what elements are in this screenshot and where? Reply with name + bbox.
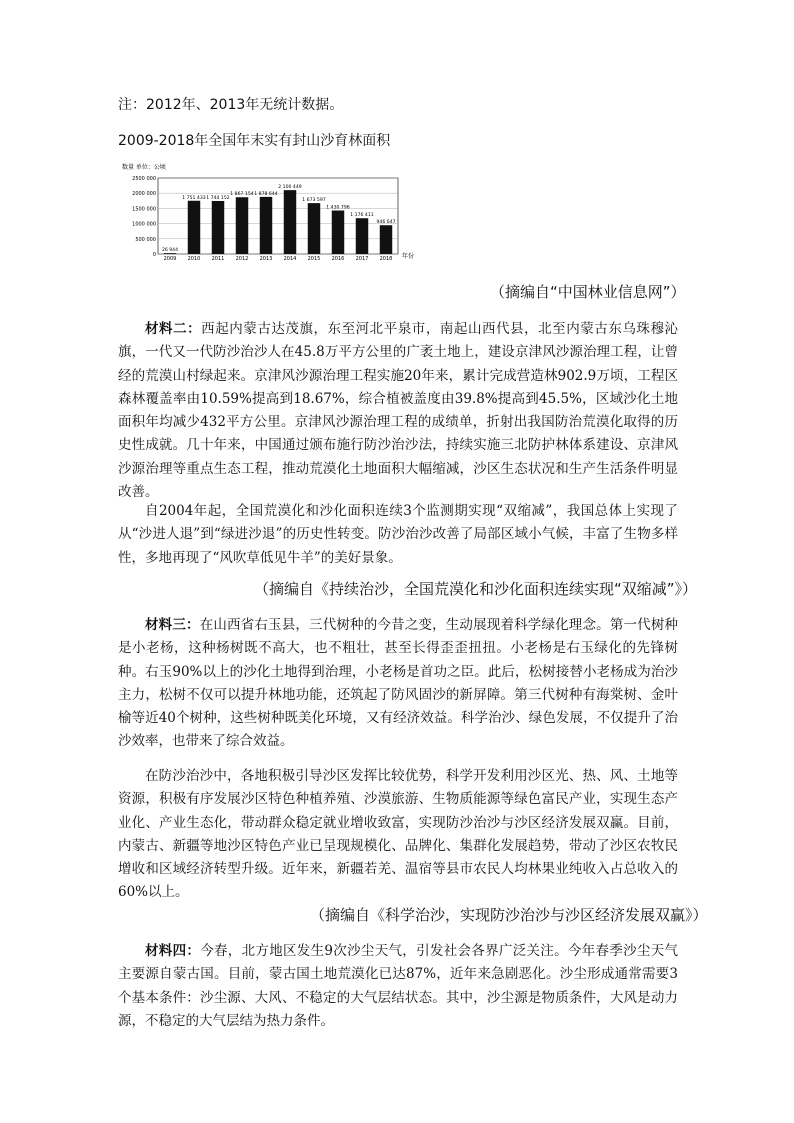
material-2-paragraph-1 — [118, 318, 678, 504]
data-label: 946 647 — [376, 220, 396, 226]
x-tick-label: 2018 — [379, 256, 393, 262]
bar — [284, 190, 296, 254]
bar — [236, 197, 248, 254]
bar — [164, 253, 176, 254]
x-tick-label: 2011 — [211, 256, 225, 262]
bar-chart — [118, 158, 418, 266]
material-2-paragraph-2: 自2004年起，全国荒漠化和沙化面积连续3个监测期实现“双缩减”，我国总体上实现了从“沙进人退”到“绿进沙退”的历史性转变。防沙治沙改善了局部区域小气候，丰富了生物多样性，多地再现了“风吹草低见牛羊”的美好景象。 — [118, 503, 678, 566]
y-tick-label: 500 000 — [135, 236, 156, 243]
data-label: 1 176 411 — [350, 213, 374, 219]
source-2: （摘编自《持续治沙，全国荒漠化和沙化面积连续实现“双缩减”》） — [254, 580, 698, 598]
material-4-paragraph-1 — [118, 940, 678, 1033]
x-tick-label: 2017 — [355, 256, 369, 262]
bar — [380, 225, 392, 254]
x-axis-label: 年份 — [402, 253, 415, 260]
material-4-label: 材料四： — [145, 943, 201, 959]
bar — [308, 203, 320, 254]
data-label: 1 751 433 — [182, 195, 206, 201]
source-3: （摘编自《科学治沙，实现防沙治沙与沙区经济发展双赢》） — [310, 906, 708, 924]
bar — [332, 211, 344, 254]
bar — [188, 201, 200, 254]
x-tick-label: 2016 — [331, 256, 345, 262]
material-4-text: 今春，北方地区发生9次沙尘天气，引发社会各界广泛关注。今年春季沙尘天气主要源自蒙古国。目前，蒙古国土地荒漠化已达87%，近年来急剧恶化。沙尘形成通常需要3个基本条件：沙尘源、大风、不稳定的大气层结状态。其中，沙尘源是物质条件，大风是动力源，不稳定的大气层结为热力条件。 — [118, 943, 678, 1029]
y-tick-label: 2000 000 — [132, 191, 156, 198]
x-tick-label: 2010 — [187, 256, 201, 262]
material-3-paragraph-1 — [118, 614, 678, 754]
y-tick-label: 1500 000 — [132, 206, 156, 213]
data-label: 1 673 597 — [302, 198, 326, 204]
y-tick-label: 1000 000 — [132, 221, 156, 228]
material-2-text: 西起内蒙古达茂旗，东至河北平泉市，南起山西代县，北至内蒙古东乌珠穆沁旗，一代又一代防沙治沙人在45.8万平方公里的广袤土地上，建设京津风沙源治理工程，让曾经的荒漠山村绿起来。京津风沙源治理工程实施20年来，累计完成营造林902.9万顷，工程区森林覆盖率由10.59%提高到18.67%，综合植被盖度由39.8%提高到45.5%，区域沙化土地面积年均减少432平方公里。京津风沙源治理工程的成绩单，折射出我国防治荒漠化取得的历史性成就。几十年来，中国通过颁布施行防沙治沙法，持续实施三北防护林体系建设、京津风沙源治理等重点生态工程，推动荒漠化土地面积大幅缩减，沙区生态状况和生产生活条件明显改善。 — [118, 321, 679, 501]
material-3-text: 在山西省右玉县，三代树种的今昔之变，生动展现着科学绿化理念。第一代树种是小老杨，这种杨树既不高大，也不粗壮，甚至长得歪歪扭扭。小老杨是右玉绿化的先锋树种。右玉90%以上的沙化土地得到治理，小老杨是首功之臣。此后，松树接替小老杨成为治沙主力，松树不仅可以提升林地功能，还筑起了防风固沙的新屏障。第三代树种有海棠树、金叶榆等近40个树种，这些树种既美化环境，又有经济效益。科学治沙、绿色发展，不仅提升了治沙效率，也带来了综合效益。 — [118, 617, 679, 750]
y-tick-label: 0 — [152, 252, 156, 258]
x-tick-label: 2013 — [259, 256, 273, 262]
bar — [356, 218, 368, 254]
bar — [260, 197, 272, 254]
material-2-label: 材料二： — [145, 321, 202, 337]
bar — [212, 201, 224, 254]
x-tick-label: 2015 — [307, 256, 321, 262]
y-axis-label: 数量 单位：公顷 — [122, 164, 166, 171]
data-label: 1 878 644 — [254, 191, 278, 197]
material-3-label: 材料三： — [145, 617, 200, 633]
data-label: 1 867 154 — [230, 192, 254, 198]
x-tick-label: 2012 — [235, 256, 249, 262]
chart-note: 注：2012年、2013年无统计数据。 — [118, 97, 344, 113]
source-1: （摘编自“中国林业信息网”） — [490, 283, 686, 301]
chart-title: 2009-2018年全国年末实有封山沙育林面积 — [118, 133, 391, 149]
data-label: 1 430 796 — [326, 205, 350, 211]
x-tick-label: 2014 — [283, 256, 297, 262]
material-3-paragraph-2: 在防沙治沙中，各地积极引导沙区发挥比较优势，科学开发利用沙区光、热、风、土地等资源，积极有序发展沙区特色种植养殖、沙漠旅游、生物质能源等绿色富民产业，实现生态产业化、产业生态化，带动群众稳定就业增收致富，实现防沙治沙与沙区经济发展双赢。目前，内蒙古、新疆等地沙区特色产业已呈现规模化、品牌化、集群化发展趋势，带动了沙区农牧民增收和区域经济转型升级。近年来，新疆若羌、温宿等县市农民人均林果业纯收入占总收入的60%以上。 — [118, 768, 678, 901]
data-label: 26 944 — [161, 248, 179, 254]
data-label: 1 744 152 — [206, 195, 230, 201]
y-tick-label: 2500 000 — [132, 176, 156, 182]
data-label: 2 100 449 — [278, 185, 302, 191]
x-tick-label: 2009 — [163, 256, 177, 262]
